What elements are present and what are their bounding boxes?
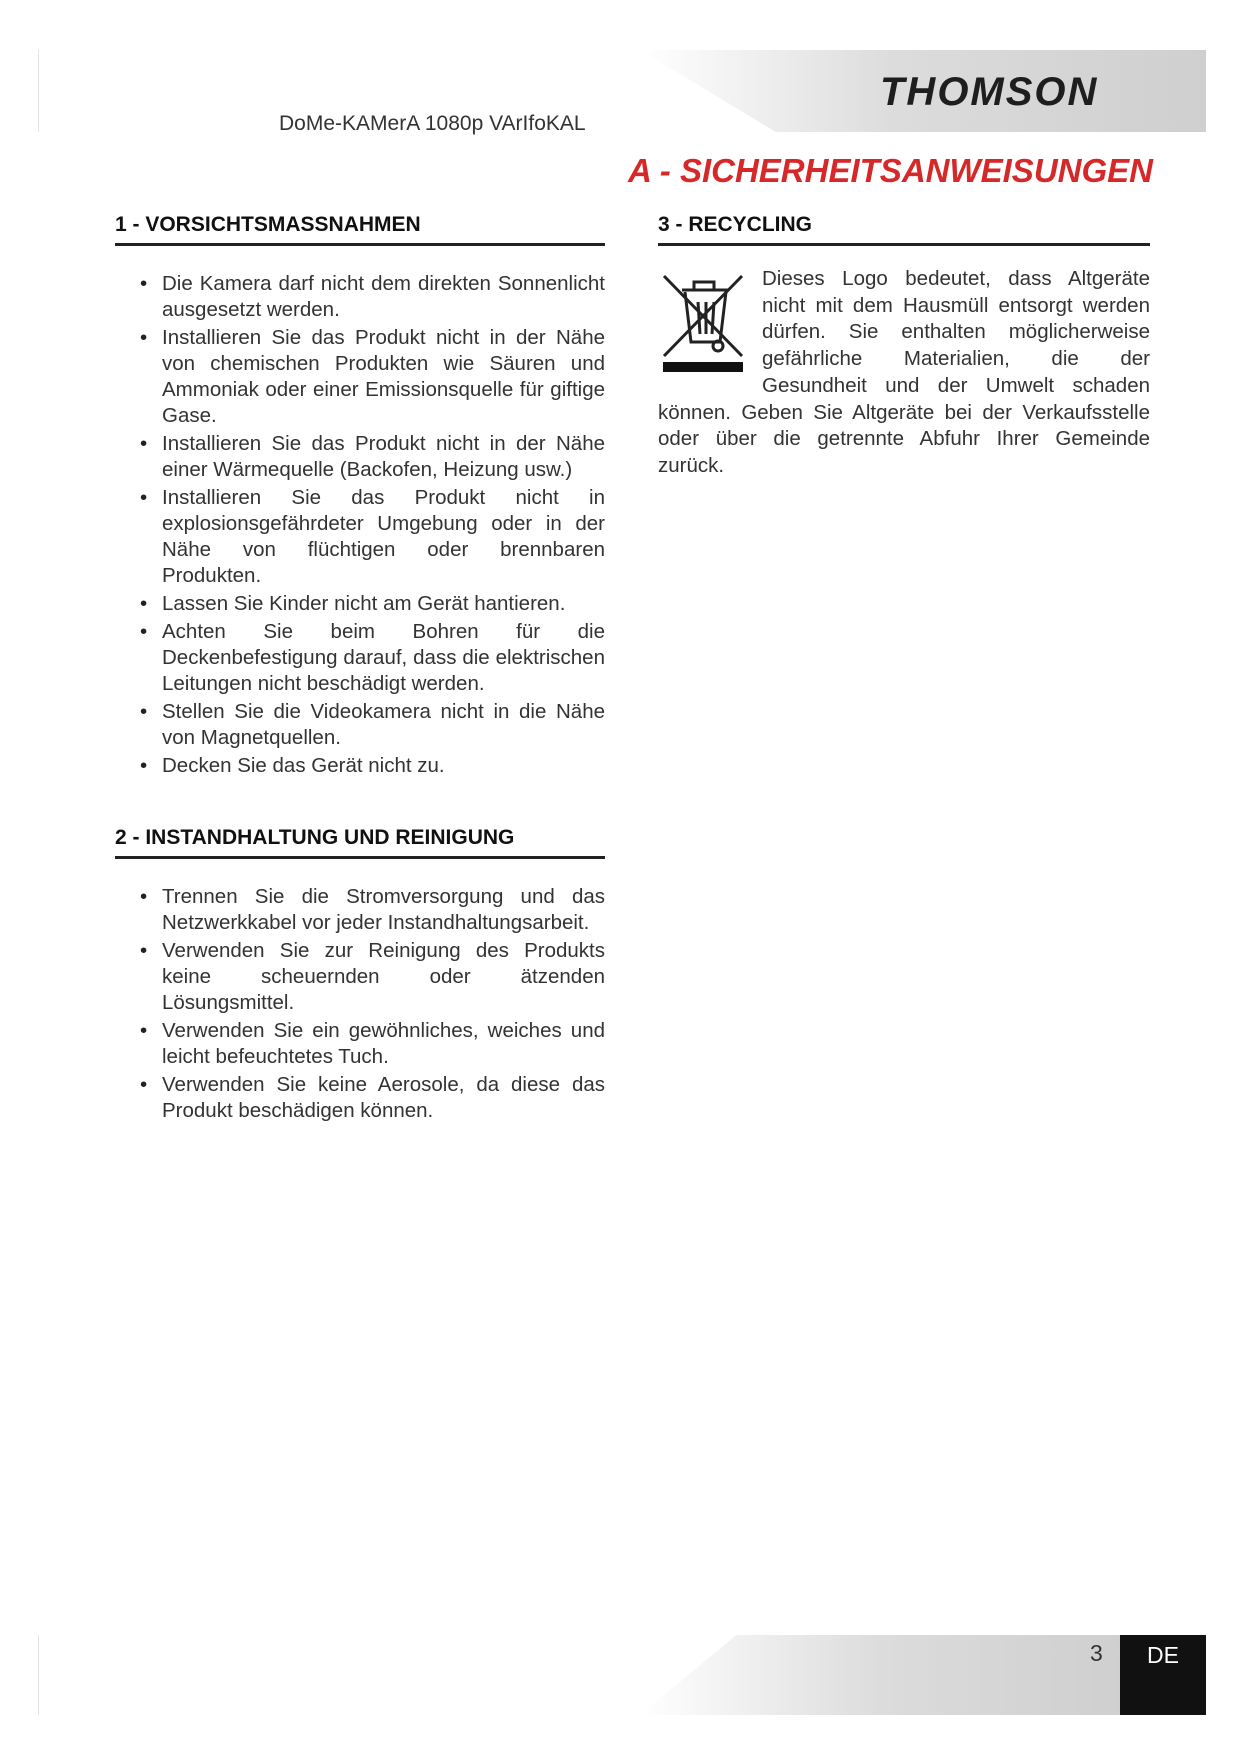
- list-item: • Die Kamera darf nicht dem direkten Sonnenlicht ausgesetzt werden.: [115, 271, 605, 323]
- list-item: • Installieren Sie das Produkt nicht in der Nähe einer Wärmequelle (Backofen, Heizung usw.): [115, 431, 605, 483]
- thomson-logo: THOMSON: [880, 70, 1099, 114]
- section-title: 1 - VORSICHTSMASSNAHMEN: [115, 213, 605, 246]
- product-title: DoMe-KAMerA 1080p VArIfoKAL: [279, 112, 586, 135]
- recycling-text: Dieses Logo bedeutet, dass Altgeräte nicht mit dem Hausmüll entsorgt werden dürfen. Sie enthalten möglicherweise gefährliche Materialien, die der Gesundheit und der Umwelt schaden können. Geben Sie Altgeräte bei der Verkaufsstelle oder über die getrennte Abfuhr Ihrer Gemeinde zurück.: [658, 267, 1150, 477]
- header-edge-line: [38, 50, 39, 132]
- footer-band: [640, 1635, 1121, 1715]
- list-item: • Verwenden Sie ein gewöhnliches, weiches und leicht befeuchtetes Tuch.: [115, 1018, 605, 1070]
- list-item: • Decken Sie das Gerät nicht zu.: [115, 753, 605, 779]
- section-title: 2 - INSTANDHALTUNG UND REINIGUNG: [115, 826, 605, 859]
- list-item: • Installieren Sie das Produkt nicht in explosionsgefährdeter Umgebung oder in der Nähe von flüchtigen oder brennbaren Produkten.: [115, 485, 605, 589]
- list-item: • Achten Sie beim Bohren für die Deckenbefestigung darauf, dass die elektrischen Leitungen nicht beschädigt werden.: [115, 619, 605, 697]
- crossed-out-wheelie-bin-icon: [658, 268, 748, 376]
- list-item: • Lassen Sie Kinder nicht am Gerät hantieren.: [115, 591, 605, 617]
- list-item: • Trennen Sie die Stromversorgung und das Netzwerkkabel vor jeder Instandhaltungsarbeit.: [115, 884, 605, 936]
- language-badge: DE: [1120, 1635, 1206, 1715]
- recycling-block: [658, 266, 1150, 480]
- page-number: 3: [1090, 1640, 1103, 1666]
- section-precautions: [115, 213, 605, 781]
- section-recycling: [658, 213, 1150, 246]
- list-item: • Verwenden Sie keine Aerosole, da diese das Produkt beschädigen können.: [115, 1072, 605, 1124]
- section-title: 3 - RECYCLING: [658, 213, 1150, 246]
- list-item: • Stellen Sie die Videokamera nicht in die Nähe von Magnetquellen.: [115, 699, 605, 751]
- precautions-list: [115, 271, 605, 779]
- footer-edge-line: [38, 1635, 39, 1715]
- list-item: • Installieren Sie das Produkt nicht in der Nähe von chemischen Produkten wie Säuren und Ammoniak oder einer Emissionsquelle für giftige Gase.: [115, 325, 605, 429]
- section-maintenance: [115, 826, 605, 1126]
- maintenance-list: [115, 884, 605, 1124]
- list-item: • Verwenden Sie zur Reinigung des Produkts keine scheuernden oder ätzenden Lösungsmittel.: [115, 938, 605, 1016]
- page-title: A - SICHERHEITSANWEISUNGEN: [628, 152, 1153, 189]
